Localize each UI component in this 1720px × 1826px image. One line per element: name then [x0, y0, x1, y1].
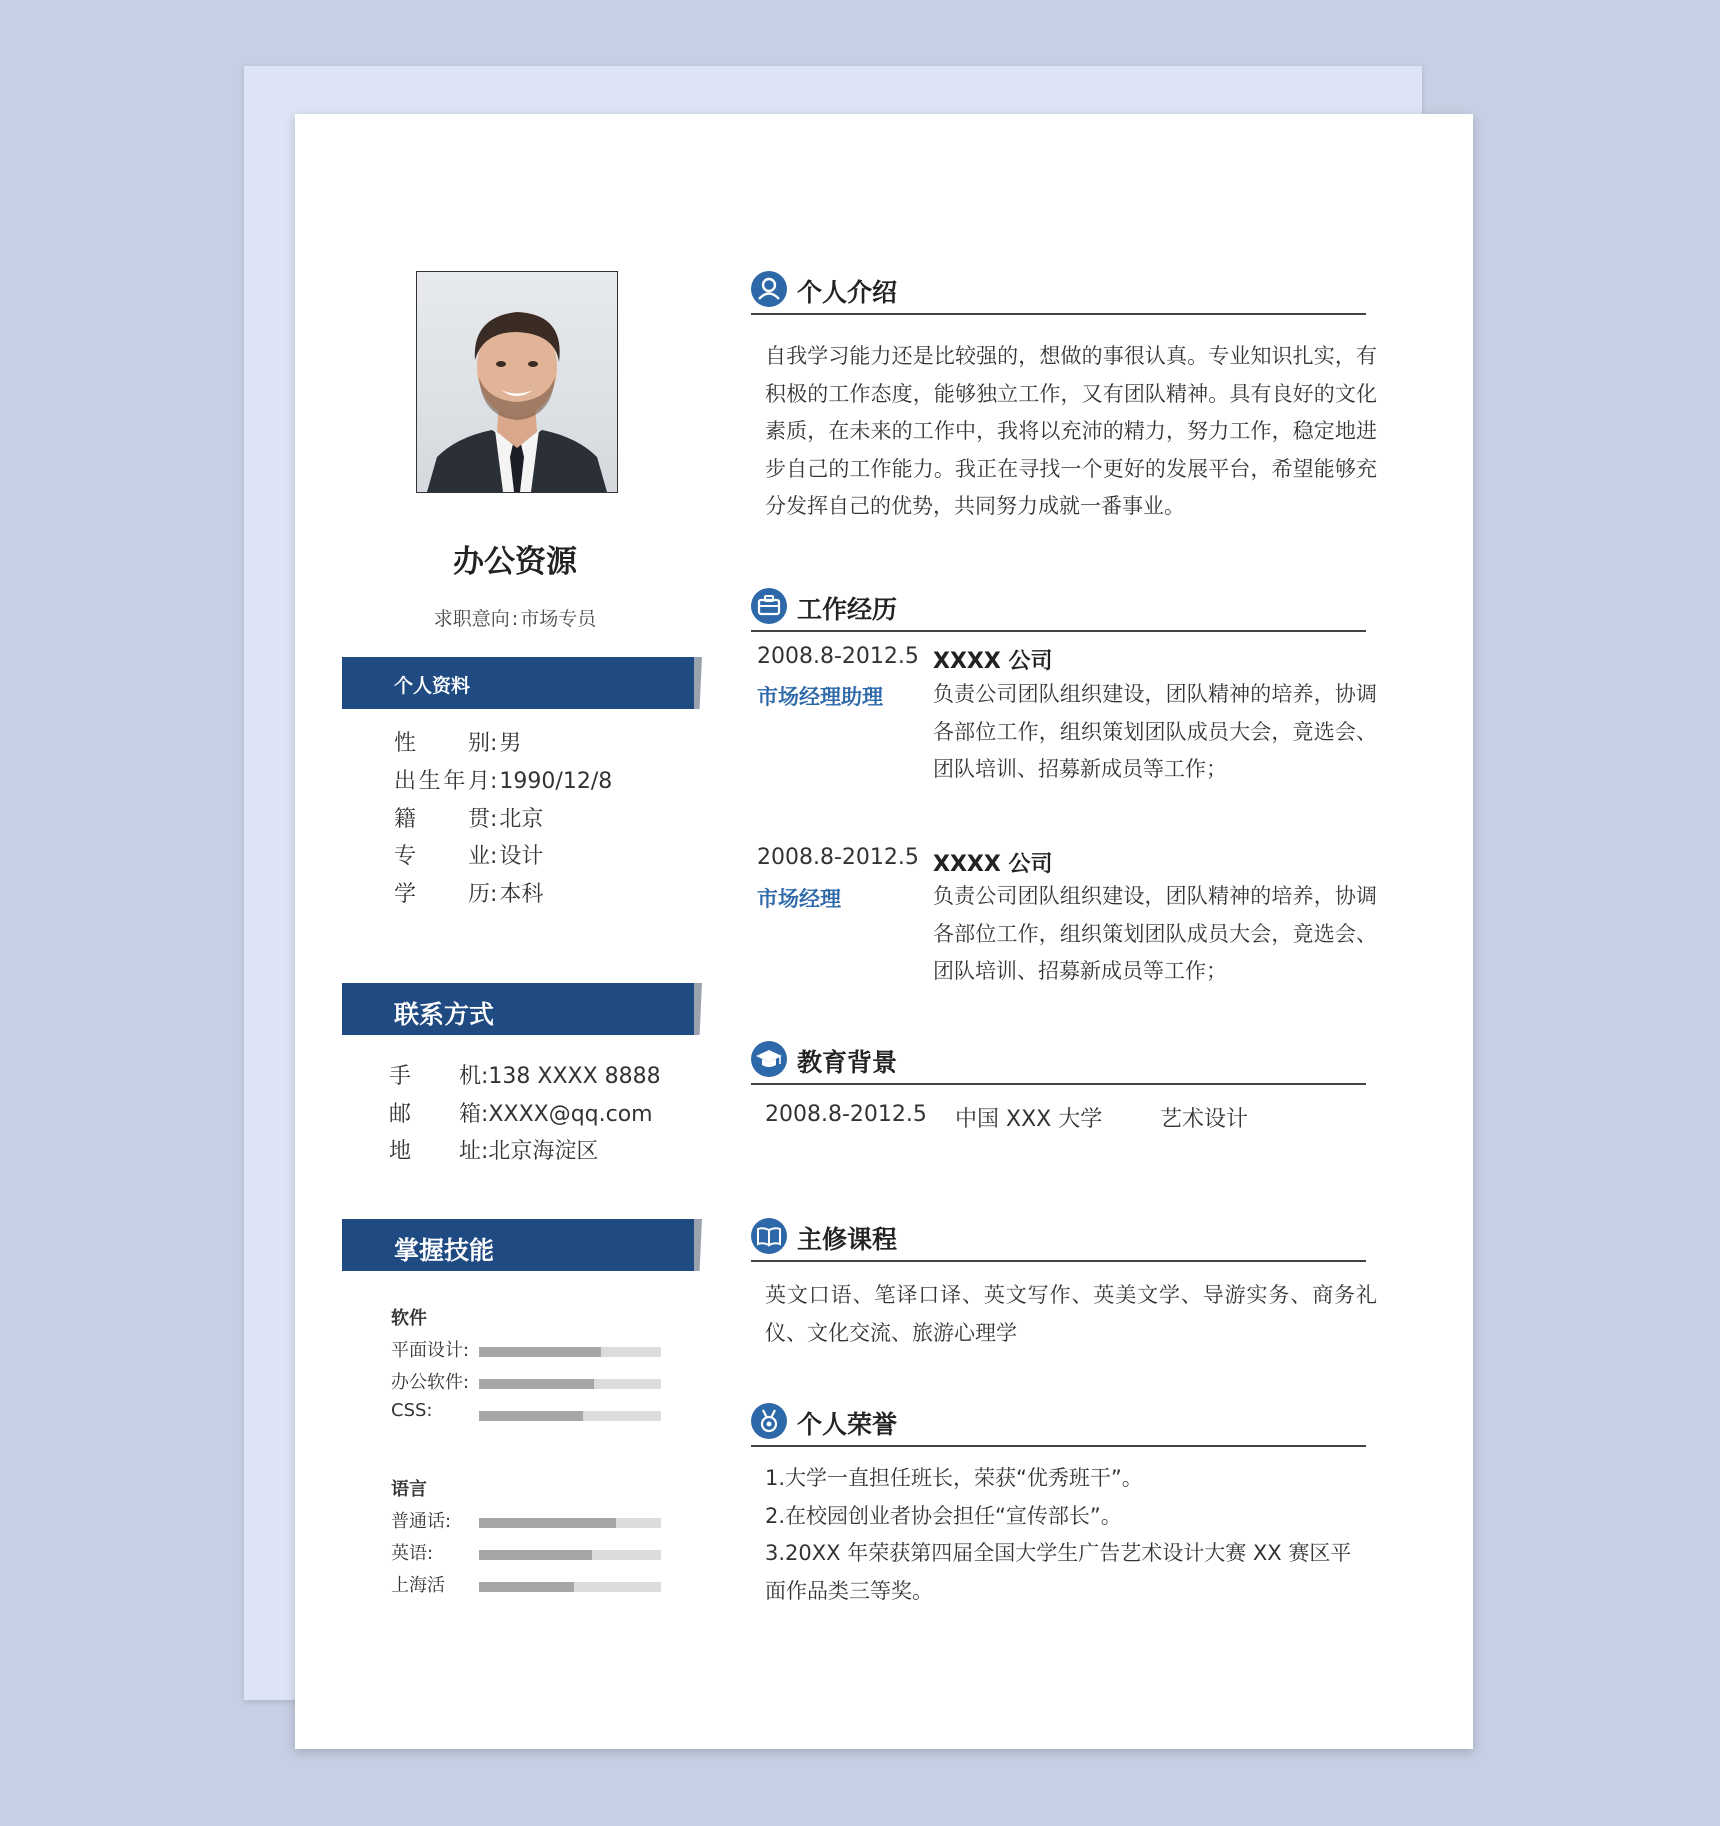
contact-row-address: 地址:北京海淀区: [389, 1134, 598, 1165]
info-label: 性别: [394, 731, 490, 756]
user-icon: [751, 271, 787, 307]
skill-label: 上海活: [391, 1575, 445, 1596]
skill-label: 平面设计:: [391, 1340, 470, 1361]
education-date: 2008.8-2012.5: [765, 1102, 927, 1127]
info-value: 北京: [499, 807, 544, 832]
skill-label: 普通话:: [391, 1511, 452, 1532]
work-title: 工作经历: [797, 595, 898, 624]
info-label: 学历: [394, 882, 490, 907]
skill-bar-fill: [479, 1518, 616, 1528]
contact-label: 地址: [389, 1139, 481, 1164]
skill-row: [391, 1539, 671, 1565]
info-label: 专业: [394, 844, 490, 869]
skill-bar-track: [479, 1550, 661, 1560]
contact-row-email: 邮箱:XXXX@qq.com: [389, 1097, 653, 1128]
skill-row: [391, 1368, 671, 1394]
intro-text: 自我学习能力还是比较强的，想做的事很认真。专业知识扎实，有积极的工作态度，能够独立工作，又有团队精神。具有良好的文化素质，在未来的工作中，我将以充沛的精力，努力工作，稳定地进步自己的工作能力。我正在寻找一个更好的发展平台，希望能够充分发挥自己的优势，共同努力成就一番事业。: [765, 344, 1377, 518]
info-row-major: 专业:设计: [394, 839, 543, 870]
skills-title: 掌握技能: [394, 1236, 495, 1265]
job-intent: 求职意向 : 市场专员: [433, 608, 597, 630]
personal-info-title: 个人资料: [394, 675, 471, 697]
job-intent-label: 求职意向: [433, 608, 510, 630]
skill-category-language: 语言: [391, 1479, 427, 1500]
education-school: 中国 XXX 大学: [955, 1107, 1103, 1132]
info-row-degree: 学历:本科: [394, 877, 543, 908]
contact-title: 联系方式: [394, 1000, 495, 1029]
skill-bar-track: [479, 1347, 661, 1357]
personal-info-header: [342, 657, 694, 709]
skill-bar-track: [479, 1518, 661, 1528]
contact-row-phone: 手机:138 XXXX 8888: [389, 1059, 661, 1090]
honor-item: 3.20XX 年荣获第四届全国大学生广告艺术设计大赛 XX 赛区平面作品类三等奖。: [765, 1541, 1352, 1603]
courses-section-header: [751, 1218, 1366, 1262]
honors-section-header: [751, 1403, 1366, 1447]
courses-text: 英文口语、笔译口译、英文写作、英美文学、导游实务、商务礼仪、文化交流、旅游心理学: [765, 1283, 1377, 1345]
skill-row: [391, 1571, 671, 1597]
work-date: 2008.8-2012.5: [757, 845, 919, 870]
info-label: 籍贯: [394, 807, 490, 832]
profile-photo: [416, 271, 618, 493]
education-title: 教育背景: [797, 1048, 898, 1077]
courses-title: 主修课程: [797, 1225, 898, 1254]
work-section-header: [751, 588, 1366, 632]
work-description: 负责公司团队组织建设，团队精神的培养，协调各部位工作，组织策划团队成员大会，竟选会、团队培训、招募新成员等工作；: [933, 682, 1377, 781]
info-value: 男: [499, 731, 522, 756]
info-row-hometown: 籍贯:北京: [394, 802, 543, 833]
work-company: XXXX 公司: [933, 649, 1053, 674]
job-intent-value: 市场专员: [520, 608, 597, 630]
info-label: 出生年月: [394, 769, 490, 794]
skill-row: [391, 1400, 671, 1426]
honor-item: 1.大学一直担任班长，荣获“优秀班干”。: [765, 1466, 1143, 1490]
work-title-position: 市场经理: [757, 887, 841, 911]
candidate-name: 办公资源: [453, 544, 577, 580]
skills-header: [342, 1219, 694, 1271]
skill-bar-fill: [479, 1582, 574, 1592]
skill-bar-fill: [479, 1347, 601, 1357]
info-row-gender: 性别:男: [394, 726, 521, 757]
contact-label: 邮箱: [389, 1102, 481, 1127]
contact-header: [342, 983, 694, 1035]
skill-row: [391, 1336, 671, 1362]
intro-title: 个人介绍: [797, 278, 898, 307]
graduation-cap-icon: [751, 1041, 787, 1077]
work-date: 2008.8-2012.5: [757, 644, 919, 669]
contact-label: 手机: [389, 1064, 481, 1089]
skill-bar-fill: [479, 1379, 594, 1389]
info-value: 本科: [499, 882, 544, 907]
skill-category-software: 软件: [391, 1308, 427, 1329]
skill-bar-track: [479, 1582, 661, 1592]
honor-item: 2.在校园创业者协会担任“宣传部长”。: [765, 1504, 1122, 1528]
contact-value: XXXX@qq.com: [488, 1102, 653, 1127]
skill-bar-track: [479, 1411, 661, 1421]
skill-bar-fill: [479, 1550, 592, 1560]
info-row-birth: 出生年月:1990/12/8: [394, 764, 612, 795]
resume-page: [295, 114, 1473, 1749]
skill-label: 办公软件:: [391, 1372, 470, 1393]
education-section-header: [751, 1041, 1366, 1085]
info-value: 设计: [499, 844, 544, 869]
skill-label: CSS:: [391, 1400, 433, 1421]
skill-label: 英语:: [391, 1543, 434, 1564]
work-title-position: 市场经理助理: [757, 685, 883, 709]
intro-section-header: [751, 271, 1366, 315]
contact-value: 北京海淀区: [488, 1139, 599, 1164]
work-description: 负责公司团队组织建设，团队精神的培养，协调各部位工作，组织策划团队成员大会，竟选会、团队培训、招募新成员等工作；: [933, 884, 1377, 983]
skill-bar-fill: [479, 1411, 583, 1421]
work-company: XXXX 公司: [933, 852, 1053, 877]
skill-bar-track: [479, 1379, 661, 1389]
skill-row: [391, 1507, 671, 1533]
book-icon: [751, 1218, 787, 1254]
contact-value: 138 XXXX 8888: [488, 1064, 661, 1089]
honors-title: 个人荣誉: [797, 1410, 898, 1439]
medal-icon: [751, 1403, 787, 1439]
briefcase-icon: [751, 588, 787, 624]
education-major: 艺术设计: [1160, 1107, 1249, 1132]
info-value: 1990/12/8: [499, 769, 613, 794]
